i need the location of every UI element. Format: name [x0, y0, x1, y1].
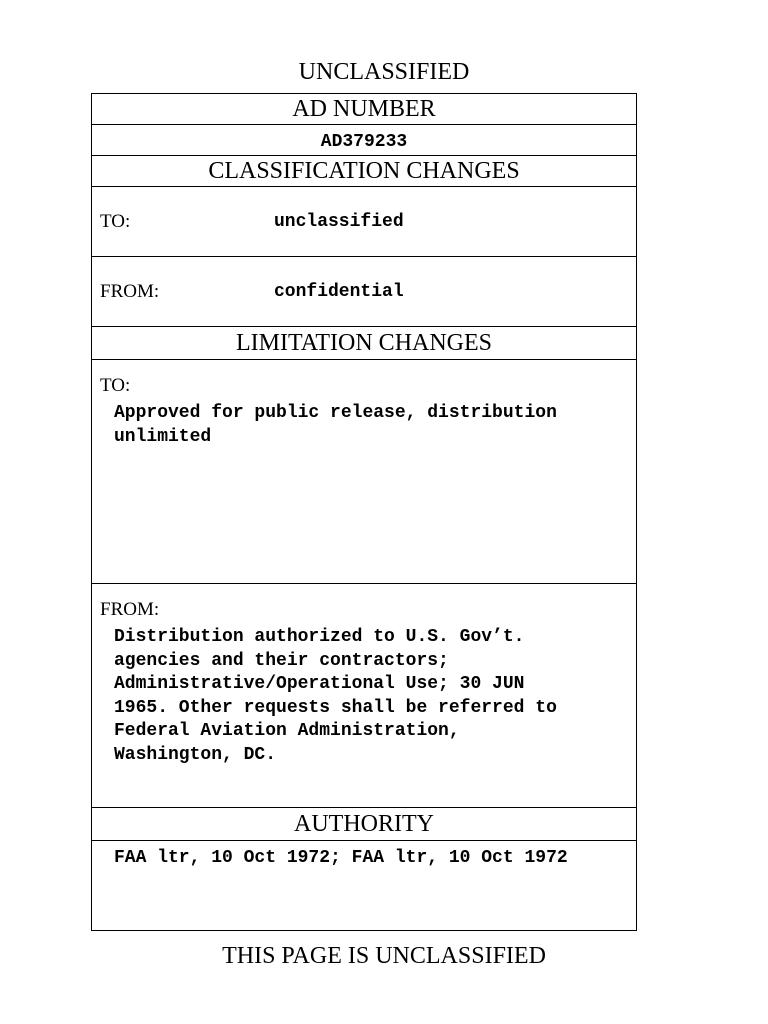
top-classification-banner: UNCLASSIFIED: [298, 59, 470, 85]
classification-to-label: TO:: [100, 211, 131, 232]
classification-to-value: unclassified: [274, 212, 404, 232]
limitation-from-value: Distribution authorized to U.S. Gov’t. agencies and their contractors; Administrative/Operational Use; 30 JUN 1965. Other requests shall be referred to Federal Aviation Administration, Washington, DC.: [114, 627, 557, 765]
classification-from-value: confidential: [274, 282, 404, 302]
ad-number-value-row: [92, 125, 636, 156]
ad-number-label: AD NUMBER: [292, 96, 436, 122]
bottom-classification-banner: THIS PAGE IS UNCLASSIFIED: [222, 943, 546, 969]
ad-number-value: AD379233: [320, 132, 408, 152]
classification-changes-header-row: [92, 156, 636, 187]
limitation-to-label: TO:: [100, 375, 131, 396]
ad-record-form: [91, 93, 637, 931]
limitation-changes-label: LIMITATION CHANGES: [235, 330, 493, 356]
ad-number-header-row: [92, 94, 636, 125]
limitation-from-label: FROM:: [100, 599, 160, 620]
classification-from-label: FROM:: [100, 281, 160, 302]
authority-value: FAA ltr, 10 Oct 1972; FAA ltr, 10 Oct 1972: [114, 848, 568, 868]
limitation-changes-header-row: [92, 327, 636, 360]
limitation-to-row: [92, 360, 636, 584]
authority-value-row: [92, 841, 636, 929]
authority-label: AUTHORITY: [294, 811, 434, 837]
classification-to-row: [92, 187, 636, 257]
classification-changes-label: CLASSIFICATION CHANGES: [208, 158, 520, 184]
limitation-from-row: [92, 584, 636, 808]
classification-from-row: [92, 257, 636, 327]
limitation-to-value: Approved for public release, distribution unlimited: [114, 403, 557, 447]
authority-header-row: [92, 808, 636, 841]
